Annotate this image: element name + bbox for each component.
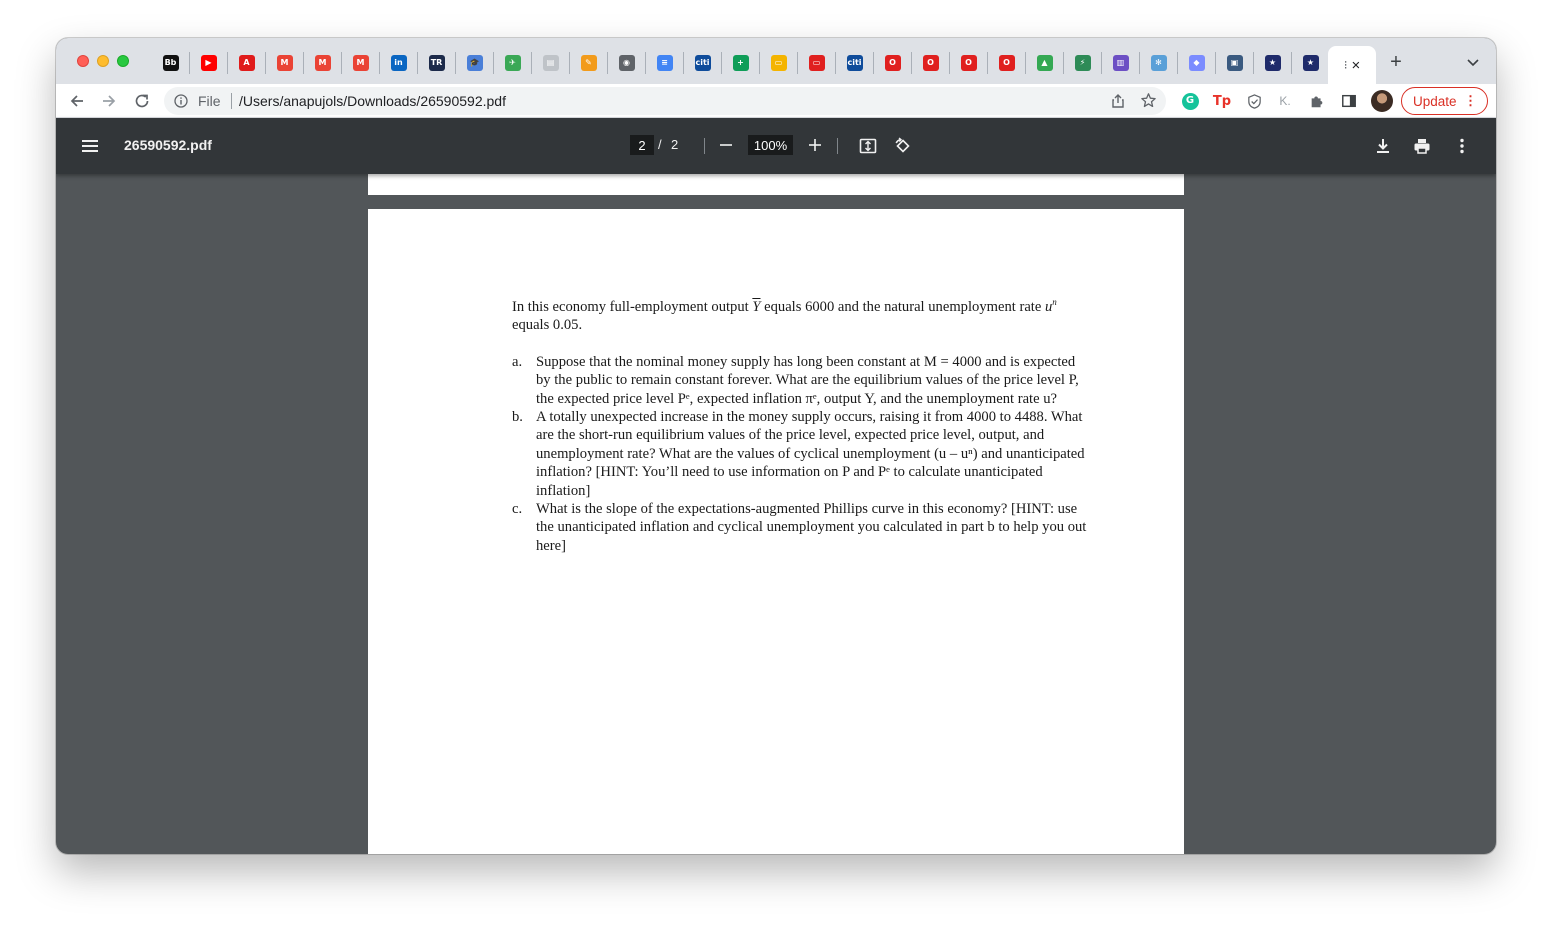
active-tab[interactable] [1328, 46, 1376, 84]
reload-icon[interactable] [133, 92, 151, 110]
youtube-icon: ▶ [201, 55, 217, 71]
pinned-tab[interactable] [494, 52, 532, 74]
pinned-tab[interactable] [1140, 52, 1178, 74]
question-text: Suppose that the nominal money supply has long been constant at M = 4000 and is expected by the public to remain constant forever. What are the equilibrium values of the price level P, the expected price level Pᵉ, expected inflation πᵉ, output Y, and the unemployment rate u? [536, 353, 1079, 407]
tab-title: ⁝ [1343, 58, 1348, 72]
tab-strip [56, 38, 1496, 84]
question-text: What is the slope of the expectations-augmented Phillips curve in this economy? [HINT: use the unanticipated inflation and cyclical unemployment you calculated in part b to help you out here] [536, 501, 1087, 554]
pinned-tab[interactable] [722, 52, 760, 74]
pinned-tab[interactable] [1102, 52, 1140, 74]
gmail-icon: M [277, 55, 293, 71]
pinned-tab[interactable] [1064, 52, 1102, 74]
pinned-tab[interactable] [1026, 52, 1064, 74]
gmail-icon: M [315, 55, 331, 71]
google-sheets-icon: + [733, 55, 749, 71]
scheme-label: File [198, 93, 221, 109]
share-icon[interactable] [1110, 93, 1126, 109]
close-tab-icon[interactable]: × [1351, 56, 1361, 74]
pinned-tab[interactable] [798, 52, 836, 74]
pinned-tab[interactable] [760, 52, 798, 74]
pinned-tab[interactable] [532, 52, 570, 74]
tp-icon[interactable]: Tp [1212, 93, 1232, 109]
update-label: Update [1413, 93, 1457, 109]
question-label: a. [512, 353, 523, 370]
puzzle-icon [1309, 93, 1325, 109]
question-label: b. [512, 409, 523, 426]
gmail-icon: M [353, 55, 369, 71]
zoom-out-icon[interactable] [718, 137, 734, 153]
pinned-tab[interactable] [190, 52, 228, 74]
google-docs-icon: ≡ [657, 55, 673, 71]
pinned-tab[interactable] [304, 52, 342, 74]
question-label: c. [512, 501, 523, 518]
print-icon[interactable] [1412, 136, 1432, 156]
forward-arrow-icon[interactable] [100, 92, 118, 110]
pinned-tab[interactable] [874, 52, 912, 74]
citi-icon: citi [847, 55, 863, 71]
opera-icon: O [961, 55, 977, 71]
oracle-icon: ▭ [809, 55, 825, 71]
kebab-menu-icon: ⋮ [1464, 93, 1477, 108]
document-body [512, 298, 1090, 555]
pinned-tab[interactable] [1254, 52, 1292, 74]
browser-toolbar [56, 84, 1496, 118]
shield-check-icon[interactable] [1245, 92, 1263, 110]
tr-icon: TR [429, 55, 445, 71]
pinned-tab[interactable] [646, 52, 684, 74]
minimize-window-button[interactable] [97, 55, 109, 67]
blackboard-icon: Bb [163, 55, 179, 71]
toolbar-divider [704, 138, 705, 154]
globe-icon: ◉ [619, 55, 635, 71]
maximize-window-button[interactable] [117, 55, 129, 67]
flower-icon: ✻ [1151, 55, 1167, 71]
back-arrow-icon[interactable] [68, 92, 86, 110]
question-text: A totally unexpected increase in the money supply occurs, raising it from 4000 to 4488. What are the short-run equilibrium values of the price level, expected price level, output, and unemployment rate? What are the values of cyclical unemployment (u – uⁿ) and unanticipated inflation? [HINT: You’ll need to use information on P and Pᵉ to calculate unanticipated inflation] [536, 409, 1085, 499]
download-icon[interactable] [1373, 136, 1393, 156]
pdf-page-2 [368, 209, 1184, 854]
opera-icon: O [885, 55, 901, 71]
full-employment-symbol: $\overline{Y}$ [752, 299, 761, 315]
pinned-tab[interactable] [988, 52, 1026, 74]
page-separator: / [658, 137, 662, 152]
close-window-button[interactable] [77, 55, 89, 67]
intro-text-c: equals 0.05. [512, 317, 583, 334]
adobe-acrobat-icon: A [239, 55, 255, 71]
pinned-tab[interactable] [228, 52, 266, 74]
zoom-level-input[interactable]: 100% [748, 135, 793, 155]
pinned-tab[interactable] [266, 52, 304, 74]
page-number-input[interactable]: 2 [630, 135, 654, 155]
address-divider [231, 93, 232, 109]
browser-window [56, 38, 1496, 854]
pinned-tab[interactable] [1216, 52, 1254, 74]
update-button[interactable] [1401, 87, 1488, 115]
intro-text-a: In this economy full-employment output [512, 299, 753, 315]
hamburger-menu-icon[interactable] [81, 137, 99, 155]
profile-avatar[interactable] [1371, 90, 1393, 112]
page-total: 2 [671, 137, 679, 152]
panel-icon [1341, 93, 1357, 109]
intro-text-b: equals 6000 and the natural unemployment rate [760, 299, 1045, 315]
pdf-page-1 [368, 174, 1184, 195]
url-text[interactable]: /Users/anapujols/Downloads/26590592.pdf [239, 93, 506, 109]
address-bar[interactable] [164, 87, 1166, 115]
unemployment-symbol: u [1044, 299, 1053, 315]
pinned-tab[interactable] [570, 52, 608, 74]
citi-icon: citi [695, 55, 711, 71]
bookmark-star-icon[interactable] [1140, 92, 1157, 109]
extensions-puzzle-icon[interactable] [1308, 92, 1326, 110]
runner-icon: ✈ [505, 55, 521, 71]
book-icon: ▤ [543, 55, 559, 71]
pinned-tab[interactable] [418, 52, 456, 74]
pinned-tab[interactable] [950, 52, 988, 74]
pencil-icon: ✎ [581, 55, 597, 71]
toolbar-divider [837, 138, 838, 154]
more-options-icon[interactable] [1452, 136, 1472, 156]
pinned-tab[interactable] [608, 52, 646, 74]
question-c [512, 500, 1090, 555]
opera-icon: O [999, 55, 1015, 71]
pinned-tabs [152, 52, 1330, 74]
shield-icon [1246, 93, 1263, 110]
side-panel-icon[interactable] [1340, 92, 1358, 110]
pinned-tab[interactable] [912, 52, 950, 74]
shield-star-icon: ★ [1265, 55, 1281, 71]
info-icon[interactable] [174, 94, 188, 108]
grammarly-icon[interactable]: G [1181, 92, 1199, 110]
opera-icon: O [923, 55, 939, 71]
graduation-cap-icon: 🎓 [467, 55, 483, 71]
zoom-in-icon[interactable] [807, 137, 823, 153]
pinned-tab[interactable] [684, 52, 722, 74]
photo-icon: ▣ [1227, 55, 1243, 71]
natural-superscript: n [1052, 297, 1057, 308]
pinned-tab[interactable] [152, 52, 190, 74]
rotate-icon[interactable] [893, 136, 913, 156]
pinned-tab[interactable] [380, 52, 418, 74]
chart-icon: ▥ [1113, 55, 1129, 71]
pinned-tab[interactable] [1178, 52, 1216, 74]
feather-icon: ⚡ [1075, 55, 1091, 71]
new-tab-button[interactable]: + [1390, 51, 1402, 73]
pinned-tab[interactable] [1292, 52, 1330, 74]
pdf-toolbar [56, 118, 1496, 174]
gem-icon: ◆ [1189, 55, 1205, 71]
fit-to-page-icon[interactable] [858, 136, 878, 156]
pinned-tab[interactable] [836, 52, 874, 74]
pinned-tab[interactable] [456, 52, 494, 74]
question-b [512, 408, 1090, 500]
pdf-filename: 26590592.pdf [124, 137, 212, 153]
google-drive-icon: ▲ [1037, 55, 1053, 71]
pinned-tab[interactable] [342, 52, 380, 74]
k-icon[interactable]: K. [1279, 94, 1291, 108]
chevron-down-icon[interactable] [1465, 54, 1481, 70]
linkedin-icon: in [391, 55, 407, 71]
google-slides-icon: ▭ [771, 55, 787, 71]
question-a [512, 353, 1090, 408]
shield-star-icon: ★ [1303, 55, 1319, 71]
problem-intro [512, 298, 1090, 335]
